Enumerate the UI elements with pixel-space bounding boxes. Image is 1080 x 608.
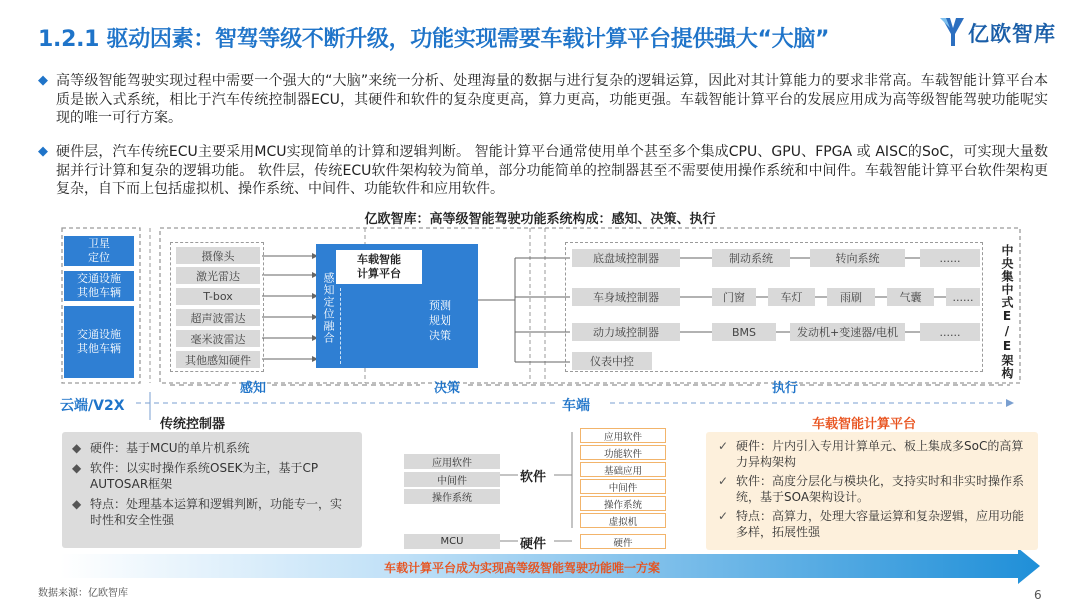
domain-controller: 车身域控制器 (572, 288, 680, 306)
body-item: 气囊 (887, 288, 934, 306)
platform-point: ✓ 软件：高度分层化与模块化，支持实时和非实时操作系统，基于SOA架构设计。 (718, 474, 1025, 504)
diamond-icon: ◆ (38, 144, 48, 159)
platform-software-item: 操作系统 (580, 496, 666, 511)
platform-software-item: 应用软件 (580, 428, 666, 443)
bullet-2: ◆ 硬件层，汽车传统ECU主要采用MCU实现简单的计算和逻辑判断。 智能计算平台通常使用单个甚至多个集成CPU、GPU、FPGA 或 AISC的SoC，可实现大量数据并行计算和复杂的逻辑功能。 软件层，传统ECU软件架构较为简单，部分功能简单的控制器甚至不需要使用操作系统和中间件。车载智能计算平台软件架构更复杂，自下而上包括虚拟机、操作系统、中间件、功能软件和应用软件。 (38, 144, 1048, 197)
diagram-title: 亿欧智库：高等级智能驾驶功能系统构成：感知、决策、执行 (364, 212, 716, 227)
sensor-item: 超声波雷达 (176, 309, 260, 326)
traditional-point: ◆ 软件：以实时操作系统OSEK为主，基于CP AUTOSAR框架 (72, 461, 319, 491)
body-item: 车灯 (768, 288, 815, 306)
platform-point: ✓ 硬件：片内引入专用计算单元、板上集成多SoC的高算力异构架构 (718, 439, 1024, 469)
traditional-panel (62, 432, 362, 548)
chassis-item: 制动系统 (712, 249, 790, 267)
trad-software-item: 应用软件 (404, 454, 500, 469)
hardware-label: 硬件 (520, 537, 547, 552)
platform-title: 车载智能计算平台 (812, 417, 917, 432)
software-label: 软件 (520, 470, 547, 485)
platform-panel (706, 432, 1038, 550)
page-number: 6 (1034, 588, 1042, 602)
cloud-box-satellite: 卫星 定位 (64, 236, 134, 266)
page-title: 1.2.1 驱动因素：智驾等级不断升级，功能实现需要车载计算平台提供强大“大脑” (38, 27, 830, 52)
sensor-item: 摄像头 (176, 247, 260, 264)
traditional-point: ◆ 特点：处理基本运算和逻辑判断，功能专一，实时性和安全性强 (72, 497, 343, 527)
trad-software-item: 操作系统 (404, 489, 500, 504)
sensor-item: T-box (176, 288, 260, 305)
platform-point: ✓ 特点：高算力，处理大容量运算和复杂逻辑，应用功能多样，拓展性强 (718, 509, 1025, 539)
traditional-title: 传统控制器 (160, 417, 226, 432)
bullet-1: ◆ 高等级智能驾驶实现过程中需要一个强大的“大脑”来统一分析、处理海量的数据与进行复杂的逻辑运算，因此对其计算能力的要求非常高。车载智能计算平台本质是嵌入式系统，相比于汽车传统控制器ECU，其硬件和软件的复杂度更高，算力更高，功能更强。车载智能计算平台的发展应用成为高等级智能驾驶功能呢实现的唯一可行方案。 (38, 73, 1048, 126)
platform-software-item: 虚拟机 (580, 513, 666, 528)
chassis-item: ...... (920, 249, 980, 267)
platform-software-item: 中间件 (580, 479, 666, 494)
cloud-box-traffic-1: 交通设施 其他车辆 (64, 271, 134, 301)
logo-text: 亿欧智库 (968, 22, 1056, 46)
platform-hardware-item: 硬件 (580, 534, 666, 549)
platform-divider (340, 288, 341, 364)
power-item: BMS (712, 323, 776, 341)
label-vehicle: 车端 (562, 398, 590, 414)
central-ee-label: 中央集中式E/E架构 (1000, 244, 1014, 380)
sensor-item: 其他感知硬件 (176, 351, 260, 368)
decision-label: 预测 规划 决策 (429, 299, 451, 342)
diamond-icon: ◆ (38, 73, 48, 88)
body-item: ...... (946, 288, 980, 306)
domain-controller: 仪表中控 (572, 352, 652, 370)
platform-software-item: 功能软件 (580, 445, 666, 460)
traditional-point: ◆ 硬件：基于MCU的单片机系统 (72, 441, 250, 455)
trad-software-item: 中间件 (404, 472, 500, 487)
sensor-item: 激光雷达 (176, 267, 260, 284)
label-cloud-v2x: 云端/V2X (60, 398, 125, 414)
power-item: ...... (920, 323, 980, 341)
power-item: 发动机+变速器/电机 (790, 323, 905, 341)
body-item: 门窗 (712, 288, 756, 306)
perception-fusion-label: 感知定位融合 (322, 272, 335, 344)
cloud-box-traffic-2: 交通设施 其他车辆 (64, 306, 134, 378)
data-source: 数据来源：亿欧智库 (38, 588, 128, 599)
domain-controller: 底盘域控制器 (572, 249, 680, 267)
sensor-item: 毫米波雷达 (176, 330, 260, 347)
compute-platform-title: 车载智能 计算平台 (336, 250, 422, 284)
body-item: 雨刷 (827, 288, 875, 306)
bottom-banner: 车载计算平台成为实现高等级智能驾驶功能唯一方案 (384, 561, 661, 575)
chassis-item: 转向系统 (810, 249, 905, 267)
trad-hardware-item: MCU (404, 534, 500, 549)
label-execution: 执行 (772, 381, 799, 396)
platform-software-item: 基础应用 (580, 462, 666, 477)
label-perception: 感知 (240, 381, 267, 396)
domain-controller: 动力域控制器 (572, 323, 680, 341)
label-decision: 决策 (434, 381, 461, 396)
